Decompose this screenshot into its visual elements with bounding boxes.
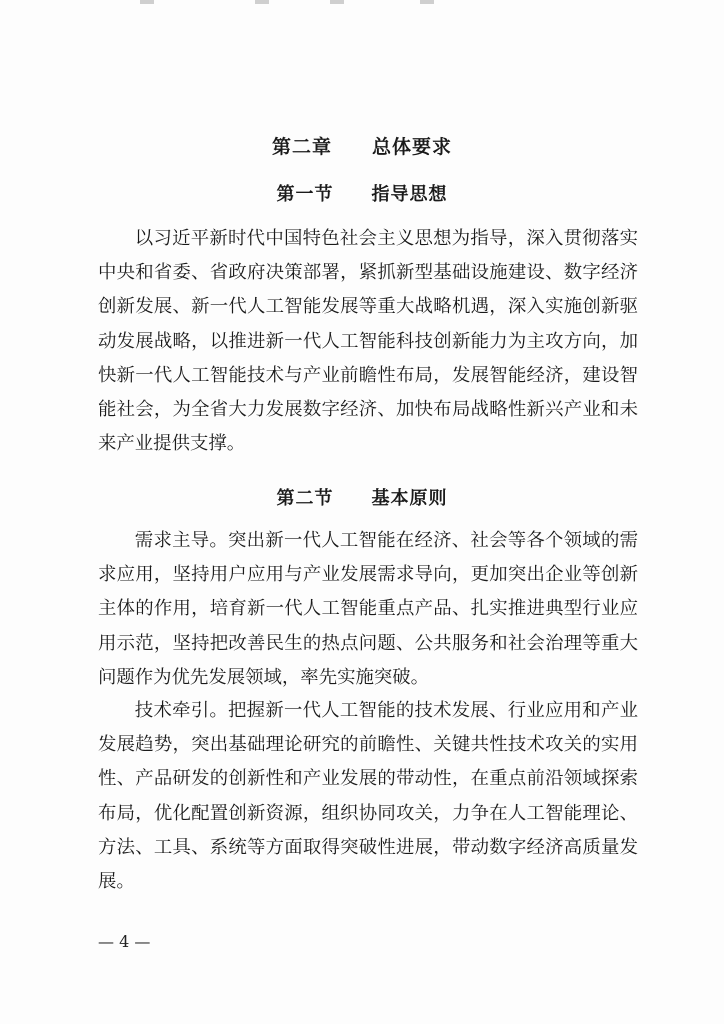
scan-edge-marks (0, 0, 724, 6)
section-title-guiding-ideology: 第一节 指导思想 (276, 184, 448, 205)
chapter-title: 第二章 总体要求 (271, 136, 452, 158)
paragraph-demand-led: 需求主导。突出新一代人工智能在经济、社会等各个领域的需求应用，坚持用户应用与产业发展需求导向，更加突出企业等创新主体的作用，培育新一代人工智能重点产品、扎实推进典型行业应用示范，坚持把改善民生的热点问题、公共服务和社会治理等重大问题作为优先发展领域，率先实施突破。 (98, 530, 638, 688)
paragraph-guiding-ideology: 以习近平新时代中国特色社会主义思想为指导，深入贯彻落实中央和省委、省政府决策部署，紧抓新型基础设施建设、数字经济创新发展、新一代人工智能发展等重大战略机遇，深入实施创新驱动发展战略，以推进新一代人工智能科技创新能力为主攻方向，加快新一代人工智能技术与产业前瞻性布局，发展智能经济，建设智能社会，为全省大力发展数字经济、加快布局战略性新兴产业和未来产业提供支撑。 (98, 228, 638, 455)
section-title-basic-principles: 第二节 基本原则 (276, 488, 448, 509)
paragraph-technology-driven: 技术牵引。把握新一代人工智能的技术发展、行业应用和产业发展趋势，突出基础理论研究的前瞻性、关键共性技术攻关的实用性、产品研发的创新性和产业发展的带动性，在重点前沿领域探索布局，优化配置创新资源，组织协同攻关，力争在人工智能理论、方法、工具、系统等方面取得突破性进展，带动数字经济高质量发展。 (98, 700, 638, 893)
page-number: — 4 — (98, 932, 151, 951)
